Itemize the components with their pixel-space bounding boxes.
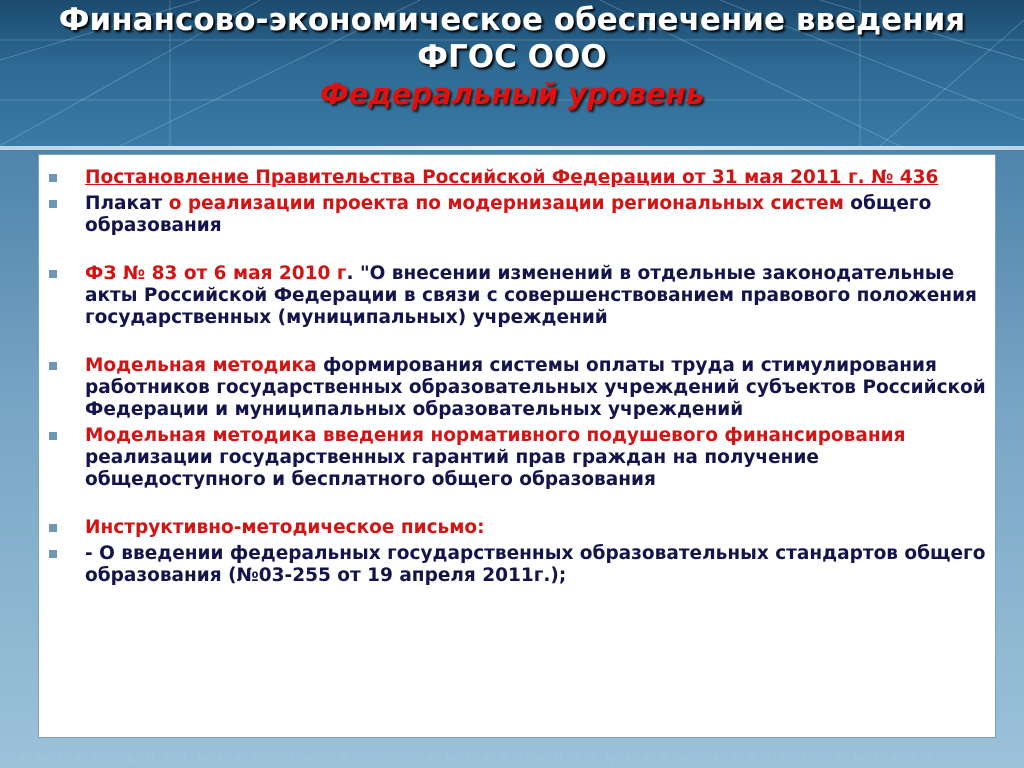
square-bullet-icon	[49, 524, 57, 532]
list-item	[85, 425, 991, 491]
item-highlight: Инструктивно-методическое письмо:	[85, 517, 485, 538]
square-bullet-icon	[49, 174, 57, 182]
item-text: . "О внесении изменений в отдельные законодательные акты Российской Федерации в связи с совершенствованием правового положения государственных (муниципальных) учреждений	[85, 263, 977, 328]
list-item	[85, 517, 991, 539]
item-highlight: о реализации проекта по модернизации региональных систем	[168, 193, 844, 214]
list-item	[85, 543, 991, 587]
subtitle: Федеральный уровень	[319, 77, 705, 111]
title-line-1: Финансово-экономическое обеспечение введения	[58, 2, 966, 38]
square-bullet-icon	[49, 200, 57, 208]
footer-watermark: CENTRALBUSINESSDISTRICTCENTRALBUSINESSDISTRICTCENTRAL	[0, 753, 945, 766]
list-item	[85, 263, 991, 329]
resolution-link[interactable]: Постановление Правительства Российской Федерации от 31 мая 2011 г. № 436	[85, 167, 939, 188]
bullet-list	[85, 167, 991, 587]
title-line-2: ФГОС ООО	[417, 39, 607, 75]
list-item	[85, 193, 991, 237]
item-highlight: Модельная методика	[85, 355, 317, 376]
square-bullet-icon	[49, 270, 57, 278]
item-text: реализации государственных гарантий прав граждан на получение общедоступного и бесплатного общего образования	[85, 447, 819, 490]
list-item	[85, 167, 991, 189]
item-highlight: ФЗ № 83 от 6 мая 2010 г	[85, 263, 347, 284]
header-divider	[0, 146, 1024, 150]
slide-title	[0, 0, 1024, 113]
item-prefix: Плакат	[85, 193, 169, 214]
item-highlight: Модельная методика введения нормативного подушевого финансирования	[85, 425, 906, 446]
square-bullet-icon	[49, 432, 57, 440]
list-item	[85, 355, 991, 421]
square-bullet-icon	[49, 550, 57, 558]
item-text: общего образования	[85, 193, 932, 236]
item-text: - О введении федеральных государственных образовательных стандартов общего образования (№03-255 от 19 апреля 2011г.);	[85, 543, 986, 586]
content-panel	[38, 154, 996, 738]
square-bullet-icon	[49, 362, 57, 370]
item-text: формирования системы оплаты труда и стимулирования работников государственных образовательных учреждений субъектов Российской Федерации и муниципальных образовательных учреждений	[85, 355, 986, 420]
